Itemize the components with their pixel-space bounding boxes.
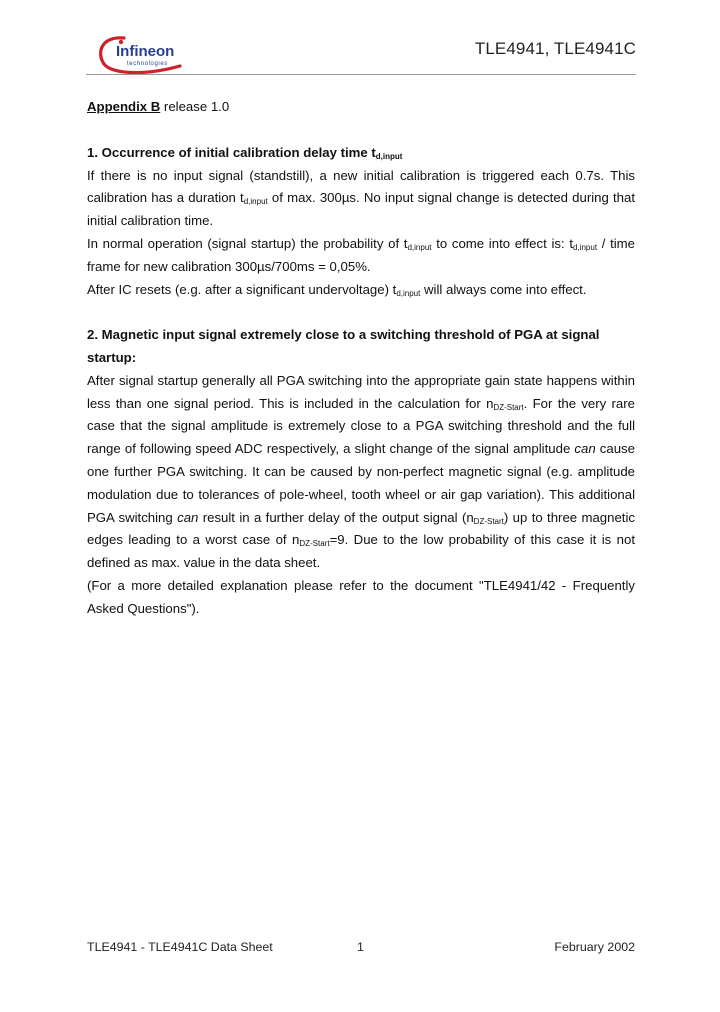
- appendix-label: Appendix B: [87, 99, 161, 114]
- section-1-paragraph-1: If there is no input signal (standstill), a new initial calibration is triggered each 0.7s. This calibration has a duration $t_{d,input}$ of max. 300µs. No input signal change is detected during that initial calibration time.: [87, 167, 636, 229]
- infineon-logo: [94, 30, 190, 76]
- logo-subtext: technologies: [127, 61, 168, 67]
- appendix-release: release 1.0: [160, 99, 230, 114]
- section-1-paragraph-2: In normal operation (signal startup) the probability of $t_{d,input}$ to come into effect is: $t_{d,input}$ / time frame for new calibration 300µs/700ms = 0,05%.: [87, 235, 636, 274]
- section-spacer: [87, 301, 635, 324]
- section-2-heading: 2. Magnetic input signal extremely close to a switching threshold of PGA at signal startup:: [87, 327, 600, 365]
- header-divider: [86, 74, 636, 75]
- footer-page-number: 1: [357, 940, 364, 954]
- section-1-paragraph-3: After IC resets (e.g. after a significant undervoltage) $t_{d,input}$ will always come into effect.: [87, 281, 587, 298]
- section-1-heading: 1. Occurrence of initial calibration delay time $t_{d,input}$: [87, 144, 403, 161]
- section-2-paragraph-1: After signal startup generally all PGA switching into the appropriate gain state happens within less than one signal period. This is included in the calculation for $n_{DZ-Start}$. For the very rare case that the signal amplitude is extremely close to a PGA switching threshold and the full range of following speed ADC respectively, a slight change of the signal amplitude can cause one further PGA switching. It can be caused by non-perfect magnetic signal (e.g. amplitude modulation due to tolerances of pole-wheel, tooth wheel or air gap variation). This additional PGA switching can result in a further delay of the output signal $(n_{DZ-Start})$ up to three magnetic edges leading to a worst case of $n_{DZ-Start}=9$. Due to the low probability of this case it is not defined as max. value in the data sheet.: [87, 372, 636, 571]
- footer-date: February 2002: [554, 940, 635, 954]
- document-body: [87, 96, 635, 621]
- footer-doc-name: TLE4941 - TLE4941C Data Sheet: [87, 940, 273, 954]
- section-2-paragraph-2: (For a more detailed explanation please refer to the document "TLE4941/42 - Frequently Asked Questions").: [87, 577, 635, 616]
- document-title: TLE4941, TLE4941C: [474, 39, 636, 58]
- appendix-heading: [87, 96, 635, 119]
- logo-wordmark: Infineon: [116, 43, 175, 60]
